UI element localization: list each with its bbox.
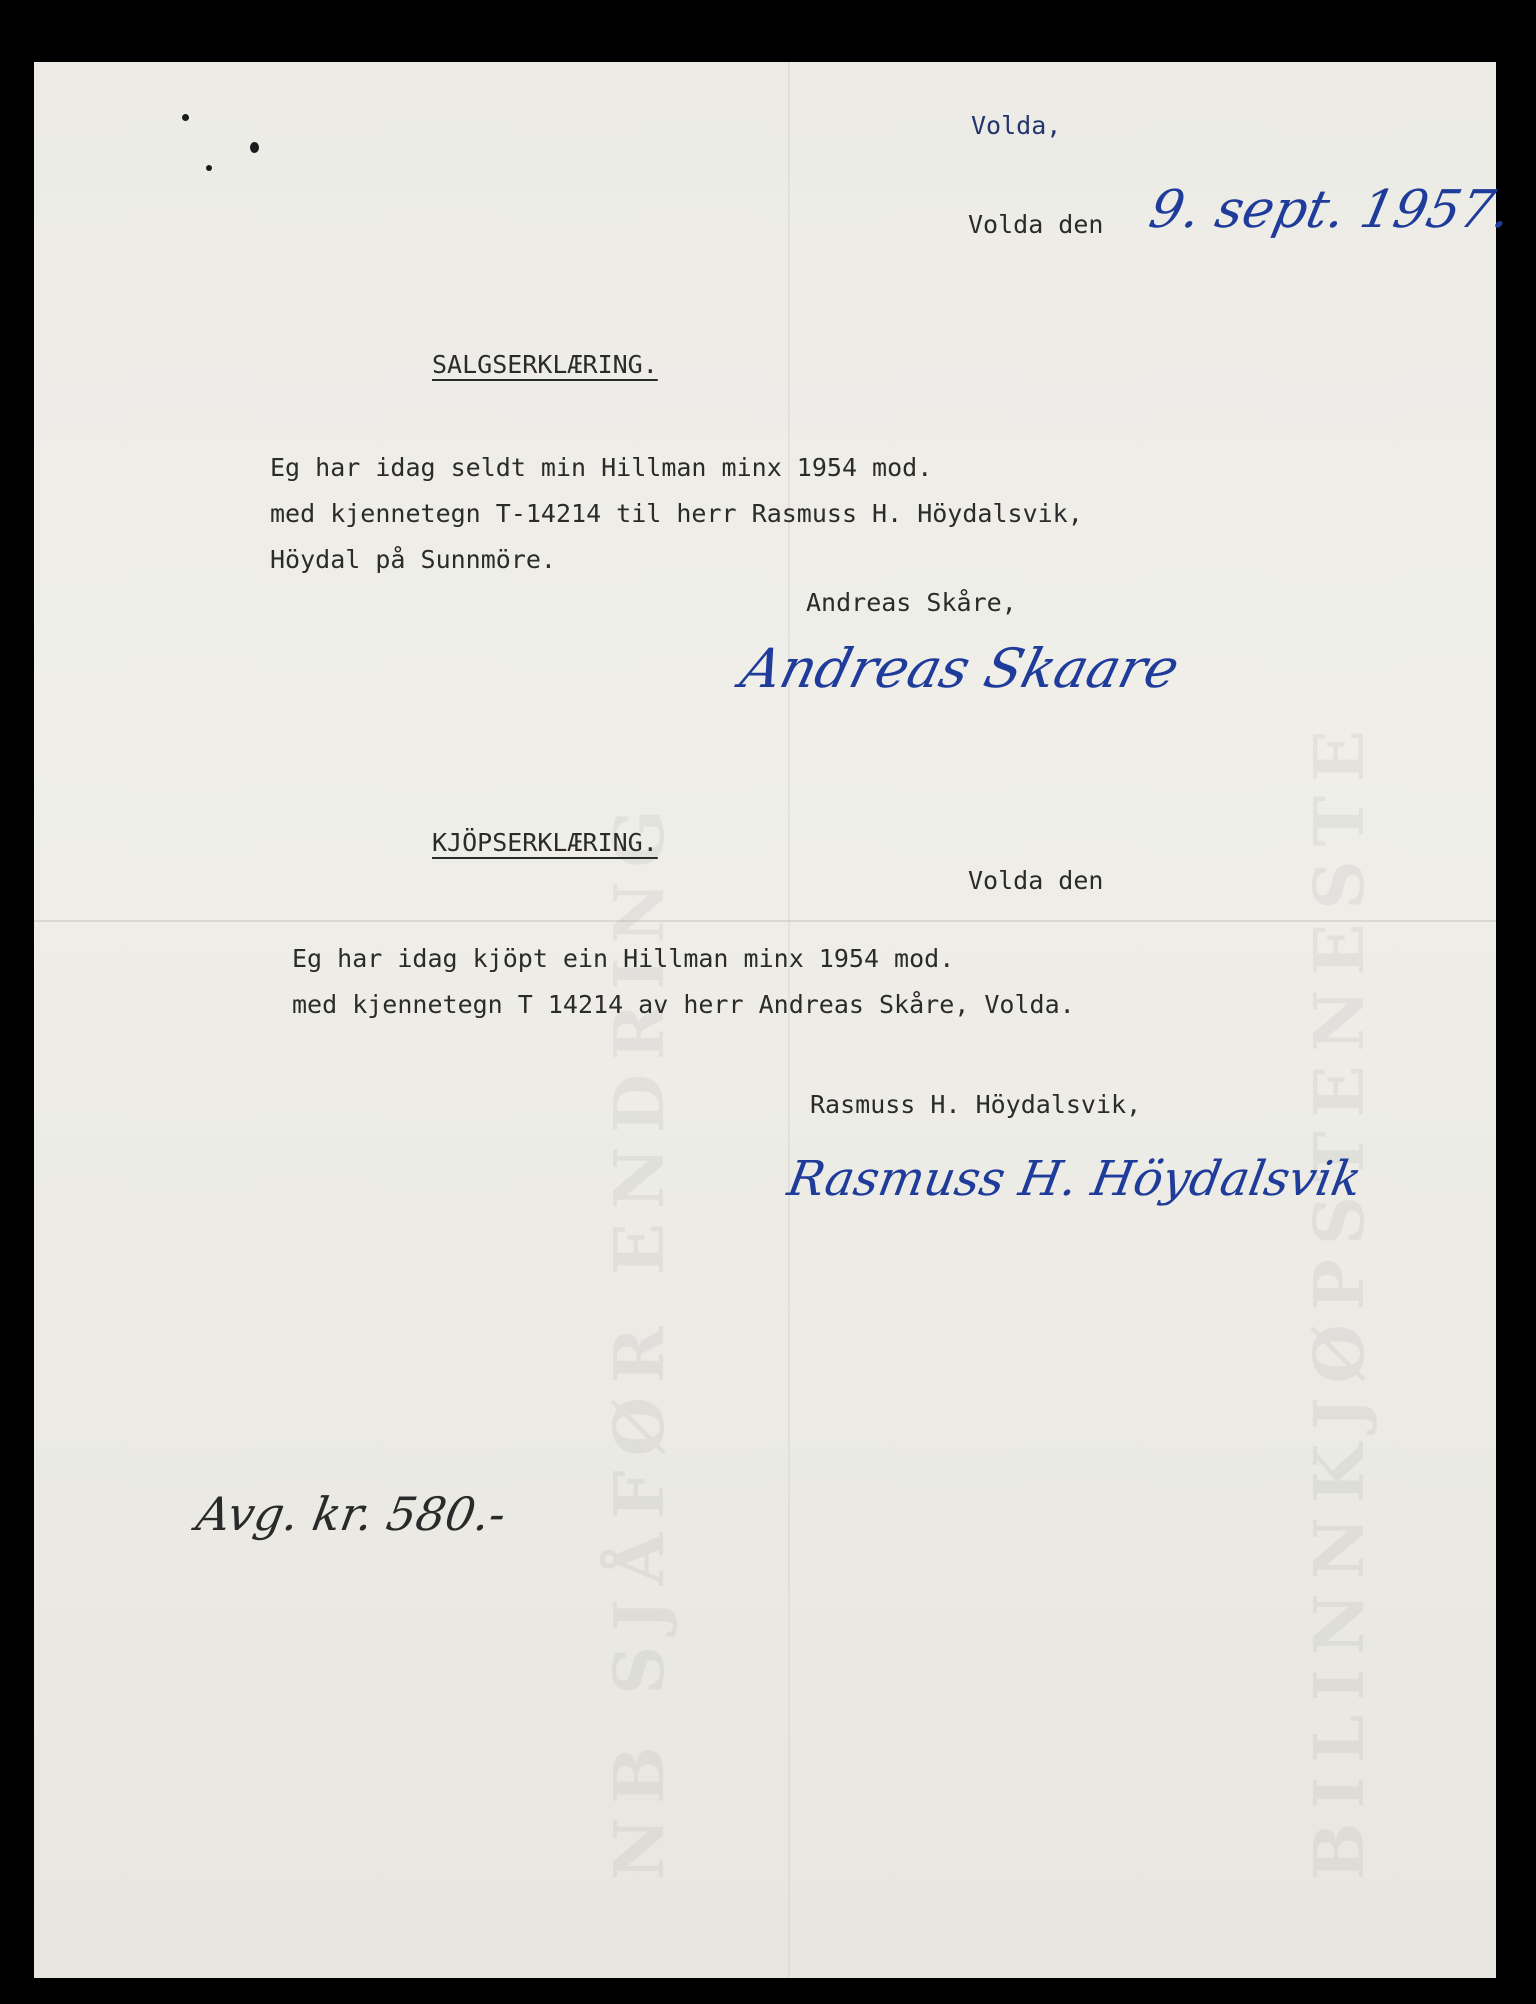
watermark-left: NB SJÅFØR ENDRING bbox=[600, 795, 680, 1880]
handwritten-fee-note bbox=[192, 1470, 615, 1560]
purchase-line-1: Eg har idag kjöpt ein Hillman minx 1954 mod. bbox=[292, 944, 955, 973]
purchase-date-prefix: Volda den bbox=[968, 866, 1104, 895]
svg-text:Andreas Skaare: Andreas Skaare bbox=[734, 636, 1186, 700]
fold-line-horizontal bbox=[34, 920, 1496, 922]
ink-speck bbox=[250, 142, 259, 153]
purchase-title: KJÖPSERKLÆRING. bbox=[432, 828, 658, 857]
header-date-prefix: Volda den bbox=[968, 210, 1104, 239]
sale-line-1: Eg har idag seldt min Hillman minx 1954 mod. bbox=[270, 453, 933, 482]
purchase-line-2: med kjennetegn T 14214 av herr Andreas Skåre, Volda. bbox=[292, 990, 1075, 1019]
watermark-right: BILINNKJØPSTENESTE bbox=[1300, 716, 1380, 1880]
ink-speck bbox=[182, 114, 189, 121]
sale-line-3: Höydal på Sunnmöre. bbox=[270, 545, 556, 574]
header-place: Volda, bbox=[971, 111, 1062, 140]
svg-text:Avg. kr. 580.-: Avg. kr. 580.- bbox=[192, 1487, 510, 1541]
sale-title: SALGSERKLÆRING. bbox=[432, 350, 658, 379]
buyer-signature bbox=[783, 1125, 1366, 1275]
ink-speck bbox=[206, 165, 212, 171]
buyer-typed-name: Rasmuss H. Höydalsvik, bbox=[810, 1090, 1142, 1119]
seller-signature bbox=[734, 615, 1228, 735]
svg-text:9. sept. 1957.: 9. sept. 1957. bbox=[1144, 179, 1517, 240]
sale-line-2: med kjennetegn T-14214 til herr Rasmuss H. Höydalsvik, bbox=[270, 499, 1083, 528]
handwritten-date bbox=[1144, 165, 1517, 275]
seller-typed-name: Andreas Skåre, bbox=[806, 588, 1017, 617]
svg-text:Rasmuss H. Höydalsvik: Rasmuss H. Höydalsvik bbox=[783, 1151, 1366, 1207]
